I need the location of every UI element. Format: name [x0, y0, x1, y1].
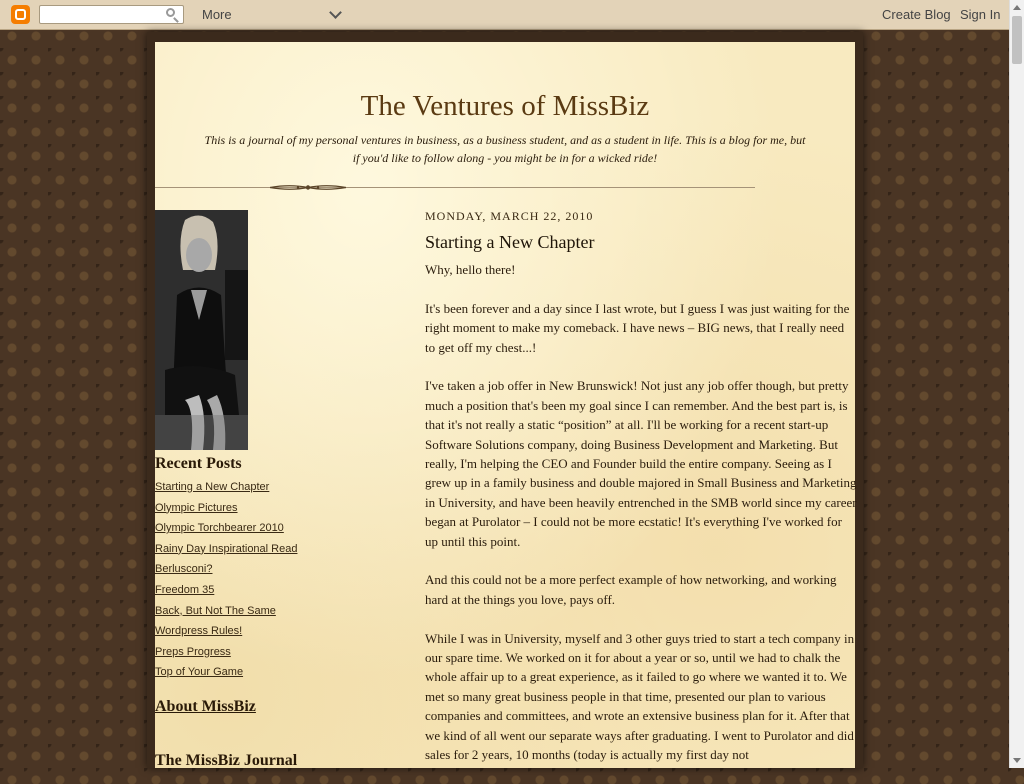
recent-post-link[interactable]: Rainy Day Inspirational Read: [155, 542, 298, 555]
post-date: MONDAY, MARCH 22, 2010: [425, 209, 594, 223]
recent-posts-list: [155, 479, 297, 685]
recent-post-link[interactable]: Starting a New Chapter: [155, 481, 270, 493]
blogger-navbar: [0, 0, 1009, 30]
create-blog-link[interactable]: Create Blog: [882, 7, 951, 22]
post-paragraph: It's been forever and a day since I last wrote, but I guess I was just waiting for the right moment to make my comeback. I have news – BIG news, that I really need to get off my chest...!: [425, 300, 850, 355]
more-menu[interactable]: More: [202, 7, 232, 22]
journal-heading: The MissBiz Journal: [155, 752, 298, 769]
list-item: [155, 500, 297, 521]
recent-posts-heading: Recent Posts: [155, 455, 242, 472]
scroll-down-arrow-icon[interactable]: [1013, 758, 1021, 763]
post-paragraph: And this could not be a more perfect example of how networking, and working hard at the things you love, pays off.: [425, 572, 837, 607]
blog-description: This is a journal of my personal ventures in business, as a business student, and as a student in life. This is a blog for me, but if you'd like to follow along - you might be in for a wicked ride!: [204, 133, 806, 165]
vertical-scrollbar[interactable]: [1009, 0, 1024, 768]
header-divider: [155, 187, 755, 188]
list-item: [155, 644, 297, 665]
recent-post-link[interactable]: Top of Your Game: [155, 666, 244, 679]
list-item: [155, 561, 297, 582]
post-paragraph: Why, hello there!: [425, 262, 516, 277]
list-item: [155, 541, 297, 562]
blogger-logo-icon[interactable]: [11, 5, 30, 24]
about-missbiz-link[interactable]: About MissBiz: [155, 698, 256, 715]
divider-ornament-icon: [270, 183, 346, 192]
recent-post-link[interactable]: Wordpress Rules!: [155, 625, 243, 638]
search-icon[interactable]: [166, 8, 175, 17]
post-body: [425, 260, 857, 784]
scroll-up-arrow-icon[interactable]: [1013, 5, 1021, 10]
post-paragraph: While I was in University, myself and 3 other guys tried to start a tech company in our spare time. We worked on it for about a year or so, until we had to chalk the whole affair up to a great experience, as it failed to go where we wanted it to. We met so many great business people in that time, presented our plan to various companies and committees, and wrote an extensive business plan for it. After that we kind of all went our separate ways after graduating. I went to Purolator and did sales for 2 years, 10 months (today is actually my first day not: [425, 630, 855, 763]
list-item: [155, 520, 297, 541]
blog-title[interactable]: The Ventures of MissBiz: [360, 90, 650, 122]
recent-post-link[interactable]: Preps Progress: [155, 645, 231, 658]
sign-in-link[interactable]: Sign In: [960, 7, 1001, 22]
recent-post-link[interactable]: Olympic Torchbearer 2010: [155, 522, 284, 535]
list-item: [155, 479, 297, 500]
profile-photo[interactable]: [155, 210, 248, 450]
recent-post-link[interactable]: Back, But Not The Same: [155, 604, 276, 617]
chevron-down-icon[interactable]: [329, 6, 342, 19]
blog-content: [155, 42, 855, 768]
list-item: [155, 582, 297, 603]
list-item: [155, 603, 297, 624]
post-title[interactable]: Starting a New Chapter: [425, 232, 595, 252]
post-paragraph: I've taken a job offer in New Brunswick! Not just any job offer though, but pretty much a position that's been my goal since I can remember. And the best part is, is that it's not really a static “position” at all. I'll be working for a recent start-up Software Solutions company, doing Business Development and Marketing. But really, I'm helping the CEO and Founder build the entire company. Seeing as I grew up in a family business and double majored in Small Business and Marketing in University, and have been heavily entrenched in the SMB world since my career began at Purolator – I could not be more ecstatic! It's everything I've worked for up until this point.: [425, 378, 857, 549]
recent-post-link[interactable]: Freedom 35: [155, 583, 215, 596]
recent-post-link[interactable]: Berlusconi?: [155, 563, 213, 576]
list-item: [155, 664, 297, 685]
search-input[interactable]: [39, 5, 184, 24]
scroll-thumb[interactable]: [1012, 16, 1022, 64]
list-item: [155, 623, 297, 644]
recent-post-link[interactable]: Olympic Pictures: [155, 501, 238, 514]
